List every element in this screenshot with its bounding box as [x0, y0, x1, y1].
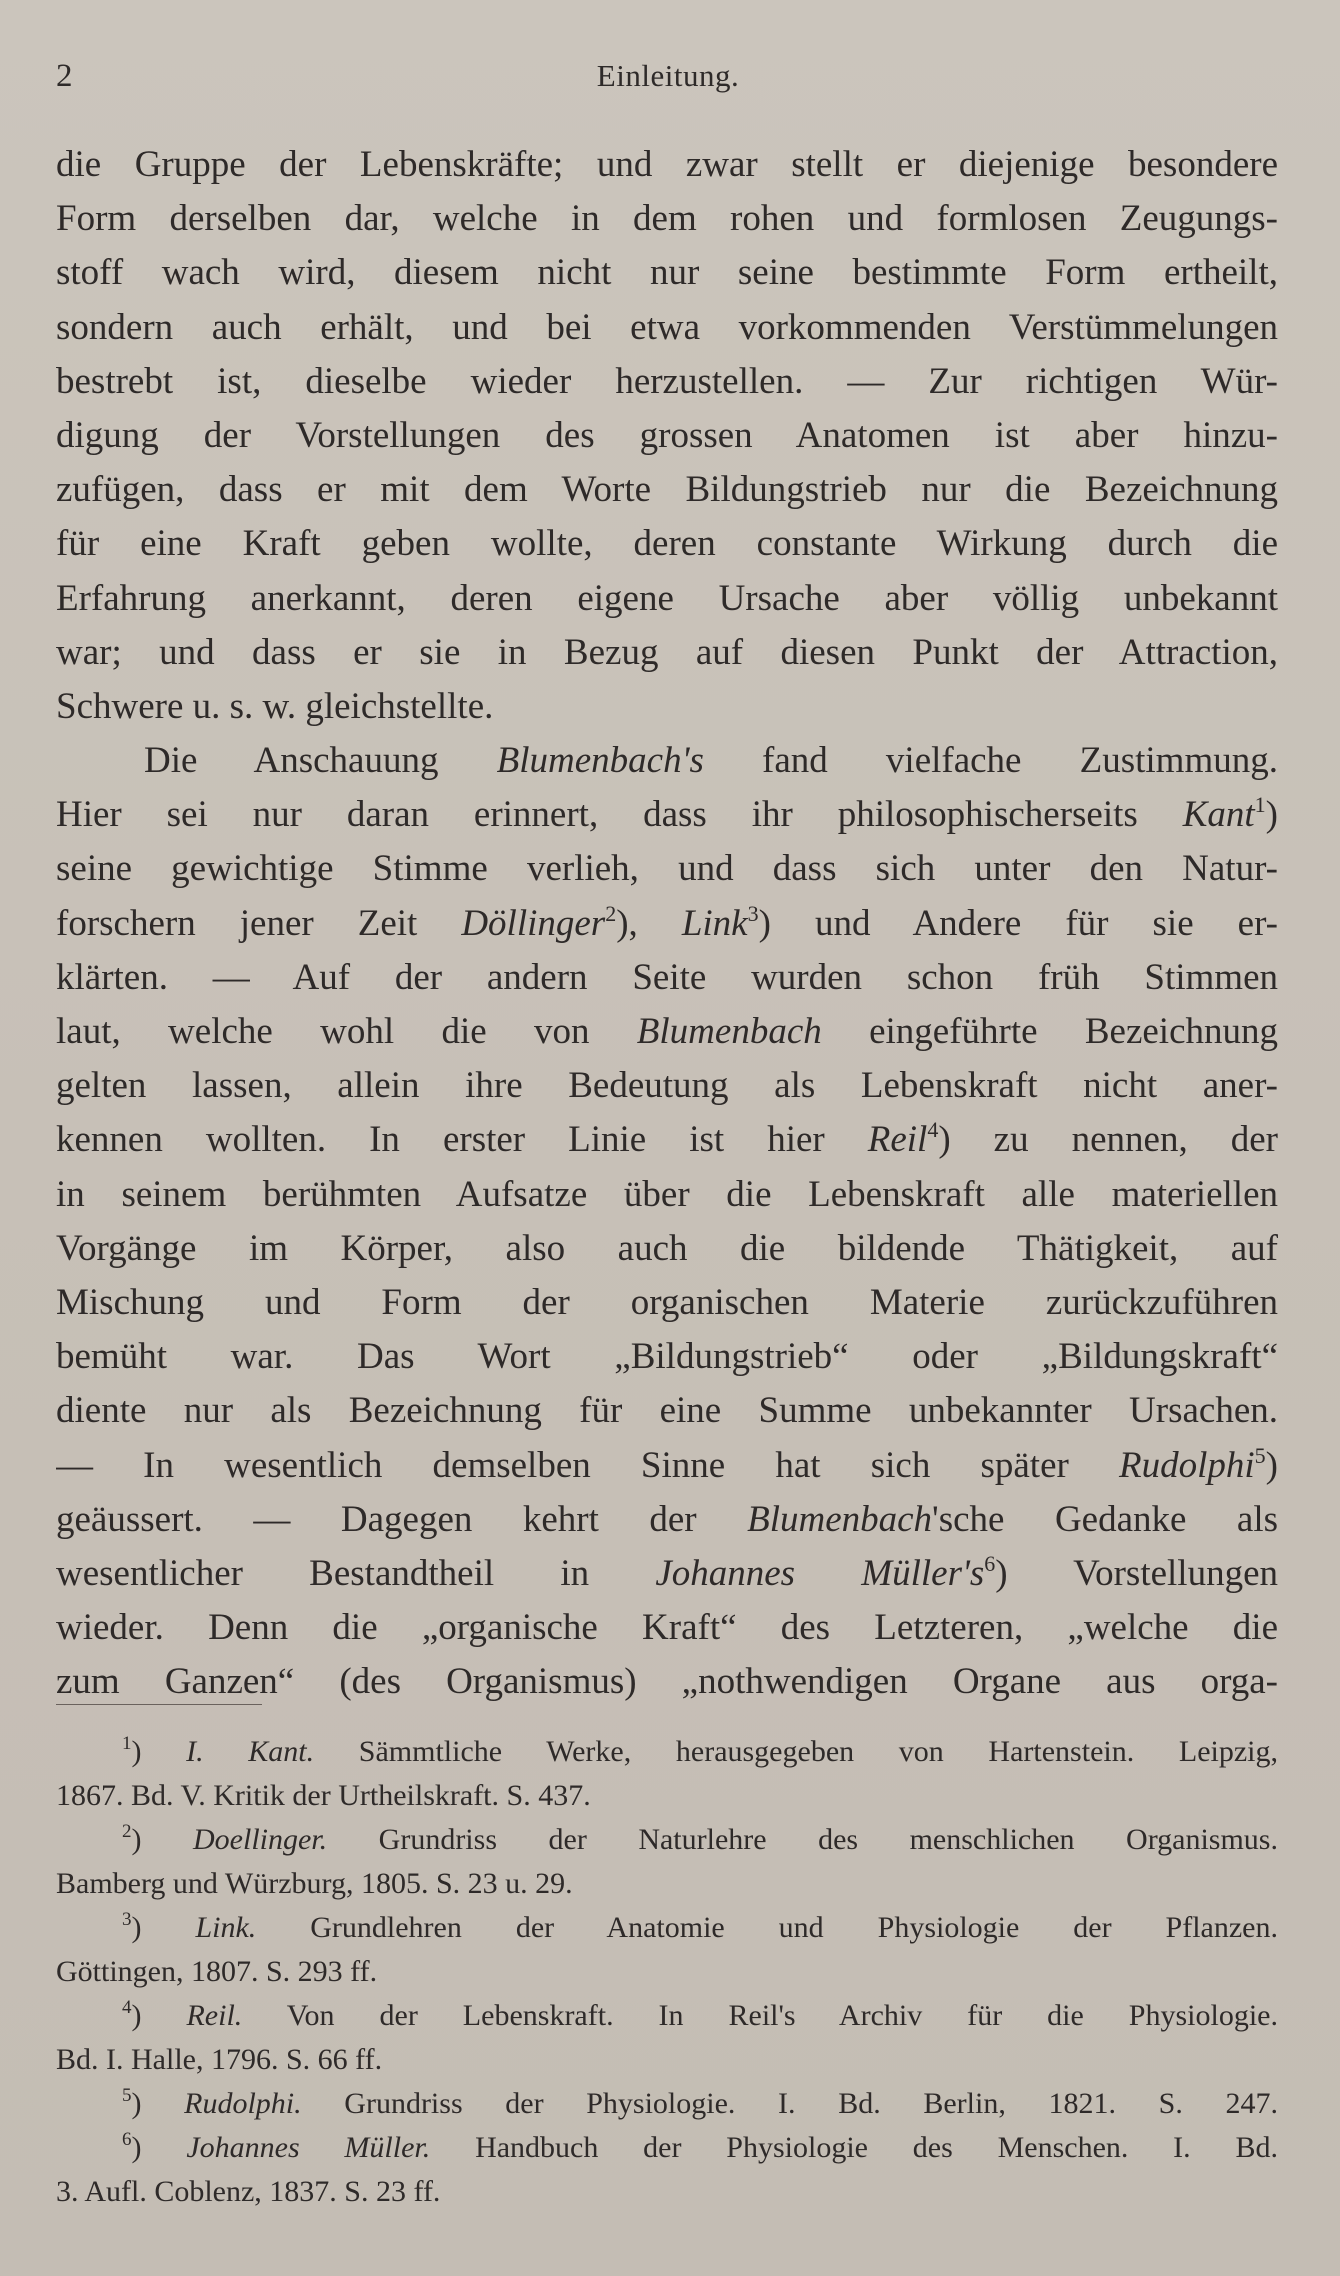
footnote-text: Grundriss der Naturlehre des menschlichen Organismus. — [327, 1823, 1278, 1856]
footnote-mark: 5 — [122, 2085, 132, 2106]
text-span: — In wesentlich demselben Sinne hat sich später — [56, 1444, 1119, 1486]
text-line: die Gruppe der Lebenskräfte; und zwar stellt er diejenige besondere — [56, 144, 1278, 185]
text-span: Die Anschauung — [144, 740, 497, 782]
text-line — [56, 1439, 1278, 1493]
text-line: klärten. — Auf der andern Seite wurden schon früh Stimmen — [56, 956, 1278, 998]
text-line — [56, 1005, 1278, 1059]
footnote-divider — [56, 1704, 262, 1705]
author-name: Link — [681, 902, 748, 944]
author-name: Rudolphi — [1119, 1444, 1255, 1486]
footnote-line: $^2$) Doellinger. Grundriss der Naturlehre des menschlichen Organismus. — [122, 1821, 1278, 1856]
text-line: für eine Kraft geben wollte, deren constante Wirkung durch die — [56, 523, 1278, 565]
footnote-text: Von der Lebenskraft. In Reil's Archiv für die Physiologie. — [242, 1999, 1278, 2032]
text-line: war; und dass er sie in Bezug auf diesen Punkt der Attraction, — [56, 631, 1278, 673]
footnote-author: Johannes Müller. — [186, 2131, 431, 2164]
footnote-line: $^1$) I. Kant. Sämmtliche Werke, herausgegeben von Hartenstein. Leipzig, — [122, 1733, 1278, 1768]
text-line: Vorgänge im Körper, also auch die bildende Thätigkeit, auf — [56, 1227, 1278, 1269]
page-number: 2 — [56, 58, 73, 94]
text-line: diente nur als Bezeichnung für eine Summe unbekannter Ursachen. — [56, 1390, 1278, 1432]
author-name: Blumenbach — [747, 1498, 933, 1540]
footnote-mark: 4 — [122, 1997, 132, 2018]
text-span: ) und Andere für sie er- — [758, 902, 1278, 944]
text-span: ) — [1265, 1444, 1278, 1486]
footnote-line: 3. Aufl. Coblenz, 1837. S. 23 ff. — [56, 2175, 441, 2208]
footnote-ref: 3 — [747, 900, 759, 926]
author-name: Reil — [867, 1119, 928, 1161]
footnote-ref: 4 — [927, 1117, 939, 1143]
text-span: fand vielfache Zustimmung. — [703, 740, 1278, 782]
footnote-line: $^5$) Rudolphi. Grundriss der Physiologie. I. Bd. Berlin, 1821. S. 247. — [122, 2085, 1278, 2120]
text-line: bestrebt ist, dieselbe wieder herzustellen. — Zur richtigen Wür- — [56, 360, 1278, 402]
footnote-line: 1867. Bd. V. Kritik der Urtheilskraft. S. 437. — [56, 1779, 591, 1812]
text-line: bemüht war. Das Wort „Bildungstrieb“ oder „Bildungskraft“ — [56, 1336, 1278, 1378]
footnote-text: Sämmtliche Werke, herausgegeben von Hartenstein. Leipzig, — [314, 1735, 1278, 1768]
text-line: zufügen, dass er mit dem Worte Bildungstrieb nur die Bezeichnung — [56, 469, 1278, 511]
footnote-line: Bamberg und Würzburg, 1805. S. 23 u. 29. — [56, 1867, 573, 1900]
footnote-line: Göttingen, 1807. S. 293 ff. — [56, 1955, 378, 1988]
author-name: Blumenbach — [636, 1011, 822, 1052]
text-span: ) zu nennen, der — [938, 1119, 1278, 1161]
text-span: ) Vorstellungen — [995, 1552, 1278, 1594]
text-line: zum Ganzen“ (des Organismus) „nothwendigen Organe aus orga- — [56, 1661, 1278, 1703]
text-line: seine gewichtige Stimme verlieh, und dass sich unter den Natur- — [56, 848, 1278, 890]
text-line: Form derselben dar, welche in dem rohen und formlosen Zeugungs- — [56, 198, 1278, 240]
footnote-line: Bd. I. Halle, 1796. S. 66 ff. — [56, 2043, 383, 2076]
footnote-text: Grundlehren der Anatomie und Physiologie der Pflanzen. — [256, 1911, 1278, 1944]
footnote-ref: 6 — [984, 1550, 996, 1576]
text-span: ) — [1265, 794, 1278, 836]
text-line — [56, 734, 1278, 788]
text-span: eingeführte Bezeichnung — [821, 1011, 1278, 1052]
footnote-line: $^4$) Reil. Von der Lebenskraft. In Reil's Archiv für die Physiologie. — [122, 1997, 1278, 2032]
author-name: Johannes Müller's — [655, 1552, 985, 1594]
text-line: in seinem berühmten Aufsatze über die Lebenskraft alle materiellen — [56, 1173, 1278, 1215]
footnote-mark: 6 — [122, 2129, 132, 2150]
footnote-ref: 1 — [1254, 792, 1266, 818]
text-line: digung der Vorstellungen des grossen Anatomen ist aber hinzu- — [56, 414, 1278, 456]
author-name: Döllinger — [461, 902, 606, 944]
text-span: geäussert. — Dagegen kehrt der — [56, 1498, 748, 1540]
footnote-mark: 1 — [122, 1733, 132, 1754]
text-line: stoff wach wird, diesem nicht nur seine bestimmte Form ertheilt, — [56, 252, 1278, 294]
text-line — [56, 1113, 1278, 1167]
body-text — [56, 138, 1278, 1709]
text-line: Schwere u. s. w. gleichstellte. — [56, 685, 494, 727]
text-span: ), — [616, 902, 682, 944]
footnote-author: I. Kant. — [186, 1735, 315, 1768]
text-line — [56, 788, 1278, 842]
text-span: laut, welche wohl die von — [56, 1011, 637, 1052]
footnote-author: Reil. — [186, 1999, 243, 2032]
author-name: Blumenbach's — [496, 740, 704, 782]
text-line: Mischung und Form der organischen Materie zurückzuführen — [56, 1281, 1278, 1323]
text-line: gelten lassen, allein ihre Bedeutung als Lebenskraft nicht aner- — [56, 1065, 1278, 1107]
text-span: forschern jener Zeit — [56, 902, 462, 944]
text-span: Hier sei nur daran erinnert, dass ihr philosophischerseits — [56, 794, 1183, 836]
footnote-ref: 5 — [1254, 1442, 1266, 1468]
page-header — [56, 58, 1280, 108]
text-line: wieder. Denn die „organische Kraft“ des Letzteren, „welche die — [56, 1607, 1278, 1649]
footnote-text: Grundriss der Physiologie. I. Bd. Berlin, 1821. S. 247. — [301, 2087, 1278, 2120]
footnote-ref: 2 — [605, 900, 617, 926]
footnote-mark: 2 — [122, 1821, 132, 1842]
text-line — [56, 897, 1278, 951]
footnote-line: $^6$) Johannes Müller. Handbuch der Physiologie des Menschen. I. Bd. — [122, 2129, 1278, 2164]
text-span: 'sche Gedanke als — [932, 1498, 1278, 1540]
footnote-author: Link. — [195, 1911, 257, 1944]
footnote-line: $^3$) Link. Grundlehren der Anatomie und Physiologie der Pflanzen. — [122, 1909, 1278, 1944]
footnote-author: Doellinger. — [193, 1823, 328, 1856]
text-line — [56, 1547, 1278, 1601]
text-line: sondern auch erhält, und bei etwa vorkommenden Verstümmelungen — [56, 306, 1278, 348]
footnotes — [56, 1730, 1278, 2214]
footnote-author: Rudolphi. — [184, 2087, 302, 2120]
text-span: kennen wollten. In erster Linie ist hier — [56, 1119, 868, 1161]
footnote-text: Handbuch der Physiologie des Menschen. I. Bd. — [430, 2131, 1278, 2164]
text-span: wesentlicher Bestandtheil in — [56, 1552, 656, 1594]
text-line: Erfahrung anerkannt, deren eigene Ursache aber völlig unbekannt — [56, 577, 1278, 619]
author-name: Kant — [1182, 794, 1255, 836]
running-title: Einleitung. — [596, 58, 740, 93]
text-line — [56, 1493, 1278, 1547]
footnote-mark: 3 — [122, 1909, 132, 1930]
